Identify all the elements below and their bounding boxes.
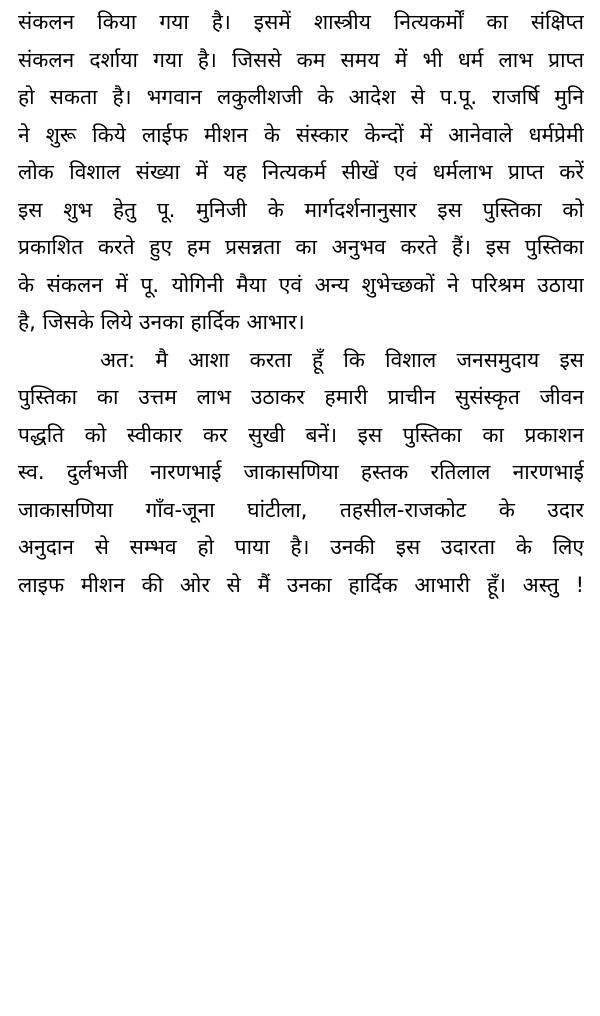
- text-line: के संकलन में पू. योगिनी मैया एवं अन्य शुभेच्छकों ने परिश्रम उठाया: [18, 272, 584, 297]
- text-line: पुस्तिका का उत्तम लाभ उठाकर हमारी प्राचीन सुसंस्कृत जीवन: [18, 385, 584, 409]
- text-line: संकलन दर्शाया गया है। जिससे कम समय में भी धर्म लाभ प्राप्त: [18, 47, 584, 72]
- text-line: स्व. दुर्लभजी नारणभाई जाकासणिया हस्तक रतिलाल नारणभाई: [18, 460, 584, 484]
- text-line: हो सकता है। भगवान लकुलीशजी के आदेश से प.पू. राजर्षि मुनि: [18, 85, 584, 109]
- text-line: प्रकाशित करते हुए हम प्रसन्नता का अनुभव करते हैं। इस पुस्तिका: [18, 235, 584, 259]
- text-line: जाकासणिया गाँव-जूना घांटीला, तहसील-राजकोट के उदार: [18, 497, 584, 522]
- paragraph-compilation: [18, 4, 584, 342]
- document-page: [18, 0, 584, 1016]
- text-line: अनुदान से सम्भव हो पाया है। उनकी इस उदारता के लिए: [18, 535, 584, 559]
- text-line: लाइफ मीशन की ओर से मैं उनका हार्दिक आभारी हूँ। अस्तु !: [18, 572, 584, 597]
- text-line: लोक विशाल संख्या में यह नित्यकर्म सीखें एवं धर्मलाभ प्राप्त करें: [18, 160, 584, 184]
- text-line: अत: मै आशा करता हूँ कि विशाल जनसमुदाय इस: [100, 347, 584, 372]
- text-line: इस शुभ हेतु पू. मुनिजी के मार्गदर्शनानुसार इस पुस्तिका को: [18, 197, 584, 222]
- text-line: है, जिसके लिये उनका हार्दिक आभार।: [18, 310, 305, 334]
- text-line: ने शुरू किये लाईफ मीशन के संस्कार केन्दों में आनेवाले धर्मप्रेमी: [18, 122, 584, 147]
- text-line: संकलन किया गया है। इसमें शास्त्रीय नित्यकर्मों का संक्षिप्त: [18, 10, 584, 34]
- text-line: पद्धति को स्वीकार कर सुखी बनें। इस पुस्तिका का प्रकाशन: [18, 422, 584, 447]
- paragraph-acknowledgement: [18, 342, 584, 605]
